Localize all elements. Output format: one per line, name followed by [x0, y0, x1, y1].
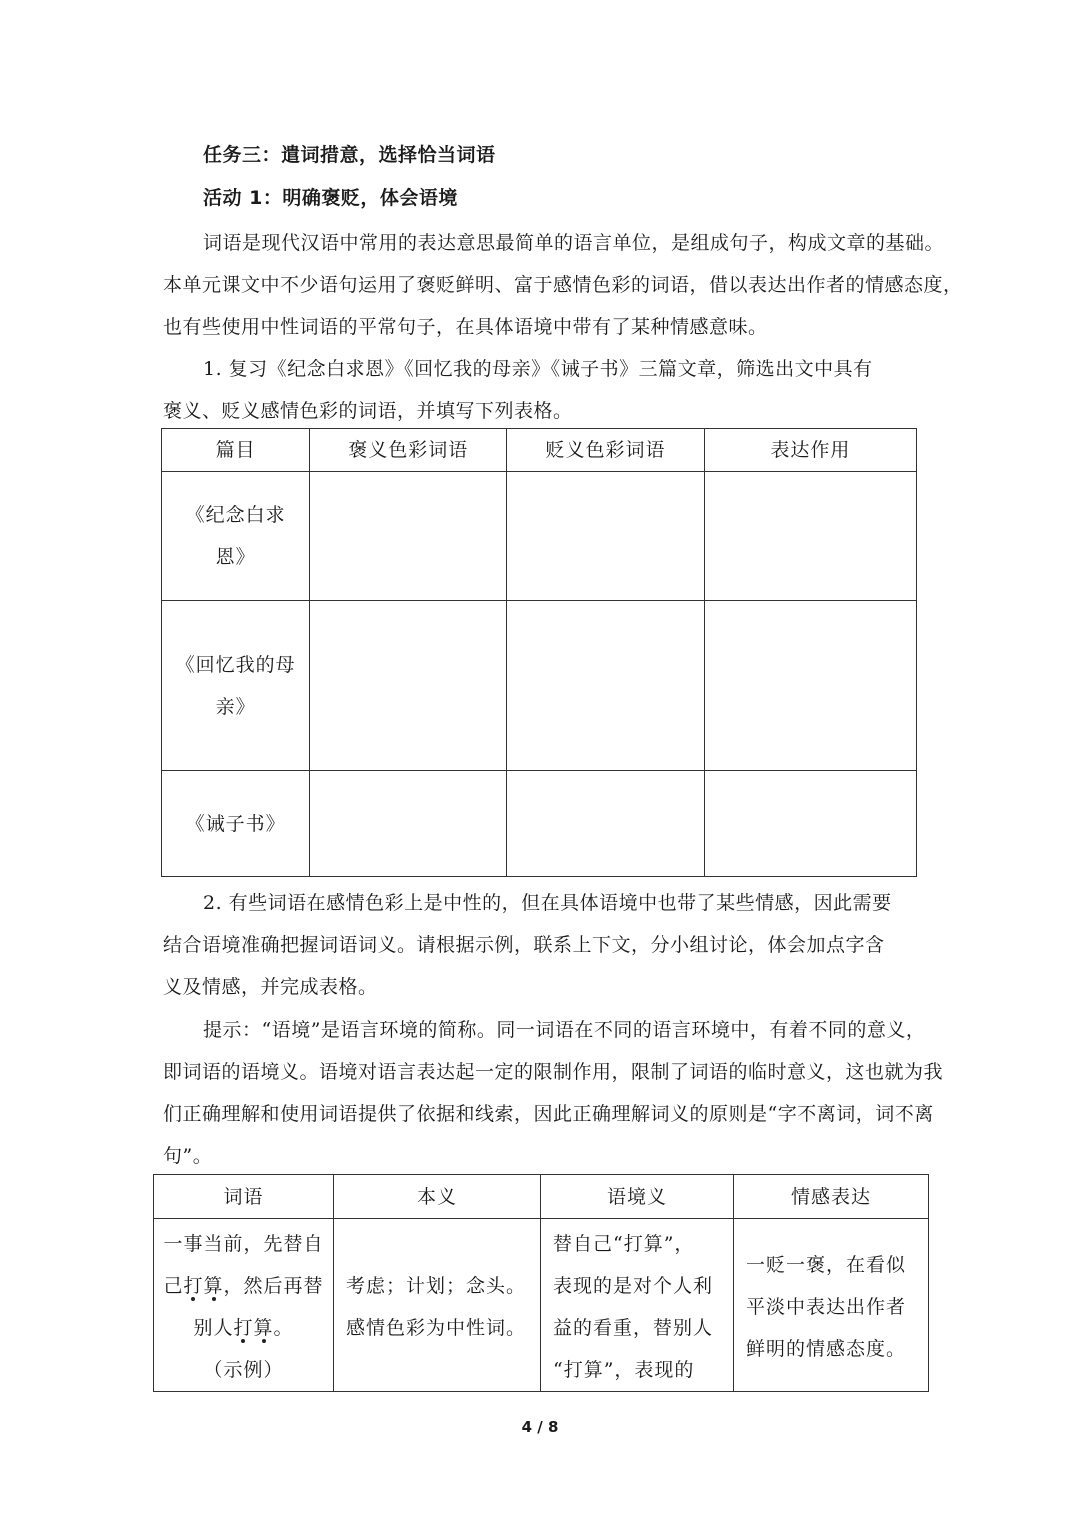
article-title-cell: 《回忆我的母 亲》 — [162, 601, 310, 771]
positive-words-cell[interactable] — [310, 601, 507, 771]
context-meaning-cell: 替自己“打算”， 表现的是对个人利 益的看重，替别人 “打算”，表现的 — [541, 1219, 734, 1392]
column-header: 贬义色彩词语 — [507, 429, 704, 472]
table-row — [162, 771, 917, 877]
positive-words-cell[interactable] — [310, 771, 507, 877]
context-meaning-table — [153, 1174, 929, 1392]
intro-paragraph-line: 本单元课文中不少语句运用了褒贬鲜明、富于感情色彩的词语，借以表达出作者的情感态度， — [163, 274, 963, 296]
activity-heading: 活动 1：明确褒贬，体会语境 — [203, 187, 458, 209]
effect-cell[interactable] — [704, 601, 916, 771]
column-header: 本义 — [334, 1175, 541, 1219]
table-row — [162, 472, 917, 601]
negative-words-cell[interactable] — [507, 771, 704, 877]
article-title-cell: 《诫子书》 — [162, 771, 310, 877]
hint-line: 提示：“语境”是语言环境的简称。同一词语在不同的语言环境中，有着不同的意义， — [203, 1019, 926, 1041]
column-header: 篇目 — [162, 429, 310, 472]
question-2-line: 结合语境准确把握词语词义。请根据示例，联系上下文，分小组讨论，体会加点字含 — [163, 934, 885, 956]
effect-cell[interactable] — [704, 771, 916, 877]
question-2-line: 义及情感，并完成表格。 — [163, 976, 378, 998]
table-row — [154, 1219, 929, 1392]
question-1-line: 褒义、贬义感情色彩的词语，并填写下列表格。 — [163, 400, 573, 422]
hint-line: 即词语的语境义。语境对语言表达起一定的限制作用，限制了词语的临时意义，这也就为我 — [163, 1061, 944, 1083]
negative-words-cell[interactable] — [507, 472, 704, 601]
effect-cell[interactable] — [704, 472, 916, 601]
sentiment-words-table — [161, 428, 917, 877]
column-header: 词语 — [154, 1175, 334, 1219]
column-header: 褒义色彩词语 — [310, 429, 507, 472]
intro-paragraph-line: 词语是现代汉语中常用的表达意思最简单的语言单位，是组成句子，构成文章的基础。 — [203, 232, 945, 254]
table-row — [162, 601, 917, 771]
question-1-line: 1. 复习《纪念白求恩》《回忆我的母亲》《诫子书》三篇文章，筛选出文中具有 — [203, 358, 873, 380]
column-header: 表达作用 — [704, 429, 916, 472]
column-header: 情感表达 — [734, 1175, 929, 1219]
article-title-cell: 《纪念白求 恩》 — [162, 472, 310, 601]
task-heading: 任务三：遣词措意，选择恰当词语 — [203, 144, 496, 166]
emotion-cell: 一贬一褒，在看似 平淡中表达出作者 鲜明的情感态度。 — [734, 1219, 929, 1392]
column-header: 语境义 — [541, 1175, 734, 1219]
example-word-cell: 一事当前，先替自 己打算，然后再替 别人打算。 （示例） — [154, 1219, 334, 1392]
intro-paragraph-line: 也有些使用中性词语的平常句子，在具体语境中带有了某种情感意味。 — [163, 316, 768, 338]
original-meaning-cell: 考虑；计划；念头。 感情色彩为中性词。 — [334, 1219, 541, 1392]
page-number: 4 / 8 — [521, 1418, 559, 1436]
positive-words-cell[interactable] — [310, 472, 507, 601]
question-2-line: 2. 有些词语在感情色彩上是中性的，但在具体语境中也带了某些情感，因此需要 — [203, 892, 892, 914]
negative-words-cell[interactable] — [507, 601, 704, 771]
hint-line: 句”。 — [163, 1145, 213, 1167]
hint-line: 们正确理解和使用词语提供了依据和线索，因此正确理解词义的原则是“字不离词，词不离 — [163, 1103, 934, 1125]
